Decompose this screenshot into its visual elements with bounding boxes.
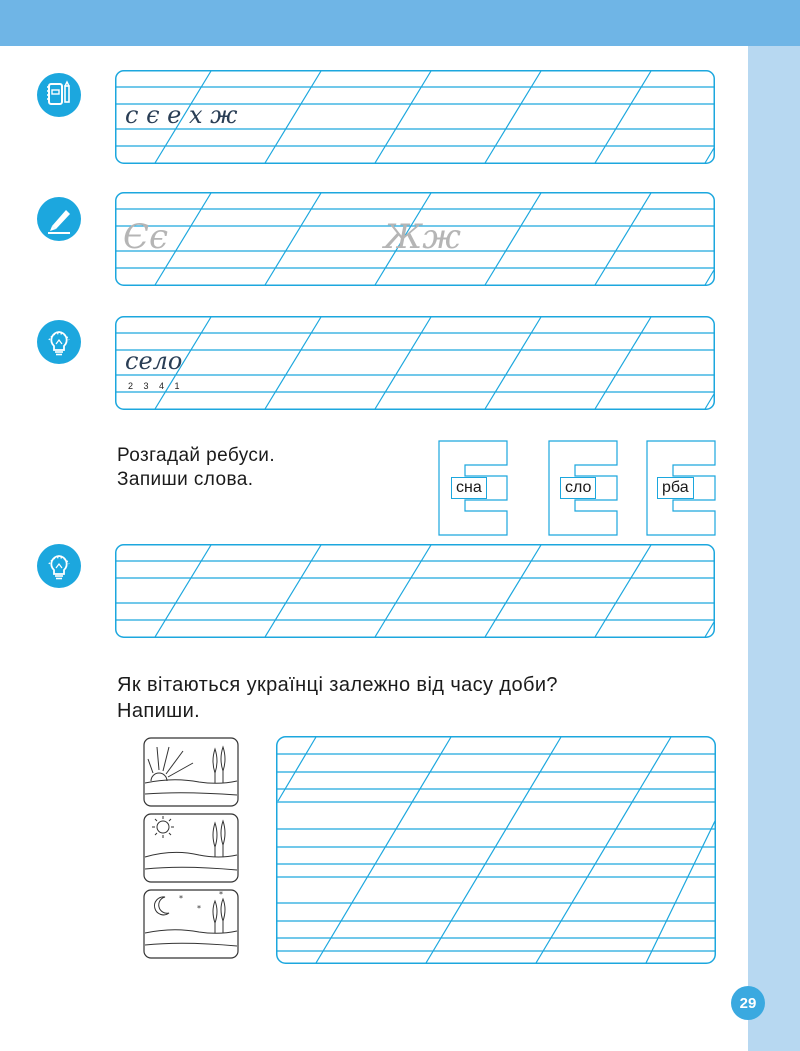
rebus-3	[646, 440, 716, 541]
writing-box-4[interactable]	[115, 544, 715, 638]
lightbulb-icon	[37, 320, 81, 364]
rebus-1	[438, 440, 508, 541]
rebus-label: сло	[560, 477, 596, 499]
side-band	[748, 46, 800, 1051]
word-sample: село	[125, 347, 183, 375]
writing-box-3[interactable]	[115, 316, 715, 410]
page-number-badge: 29	[731, 986, 765, 1020]
rebus-label: рба	[657, 477, 694, 499]
svg-text:*: *	[219, 890, 223, 899]
svg-text:*: *	[179, 894, 183, 903]
rebus-line-2: Запиши слова.	[117, 469, 254, 490]
rebus-instructions	[117, 444, 275, 492]
rebus-2	[548, 440, 618, 541]
rebus-line-1: Розгадай ребуси.	[117, 445, 275, 466]
letters-sample: с є е х ж	[125, 101, 238, 129]
morning-picture	[143, 737, 239, 807]
trace-letters-zh: Жж	[384, 217, 461, 257]
greeting-instructions	[117, 672, 558, 724]
greeting-line-1: Як вітаються українці залежно від часу доби?	[117, 674, 558, 696]
svg-text:*: *	[197, 904, 201, 913]
notebook-pencil-icon	[37, 73, 81, 117]
greeting-line-2: Напиши.	[117, 700, 201, 722]
trace-letters-e: Єє	[123, 217, 169, 257]
day-picture	[143, 813, 239, 883]
letter-order-digits: 2 3 4 1	[128, 381, 184, 391]
writing-box-greetings[interactable]	[276, 736, 716, 964]
night-picture	[143, 889, 239, 959]
top-band	[0, 0, 800, 46]
rebus-label: сна	[451, 477, 487, 499]
pen-write-icon	[37, 197, 81, 241]
lightbulb-icon	[37, 544, 81, 588]
